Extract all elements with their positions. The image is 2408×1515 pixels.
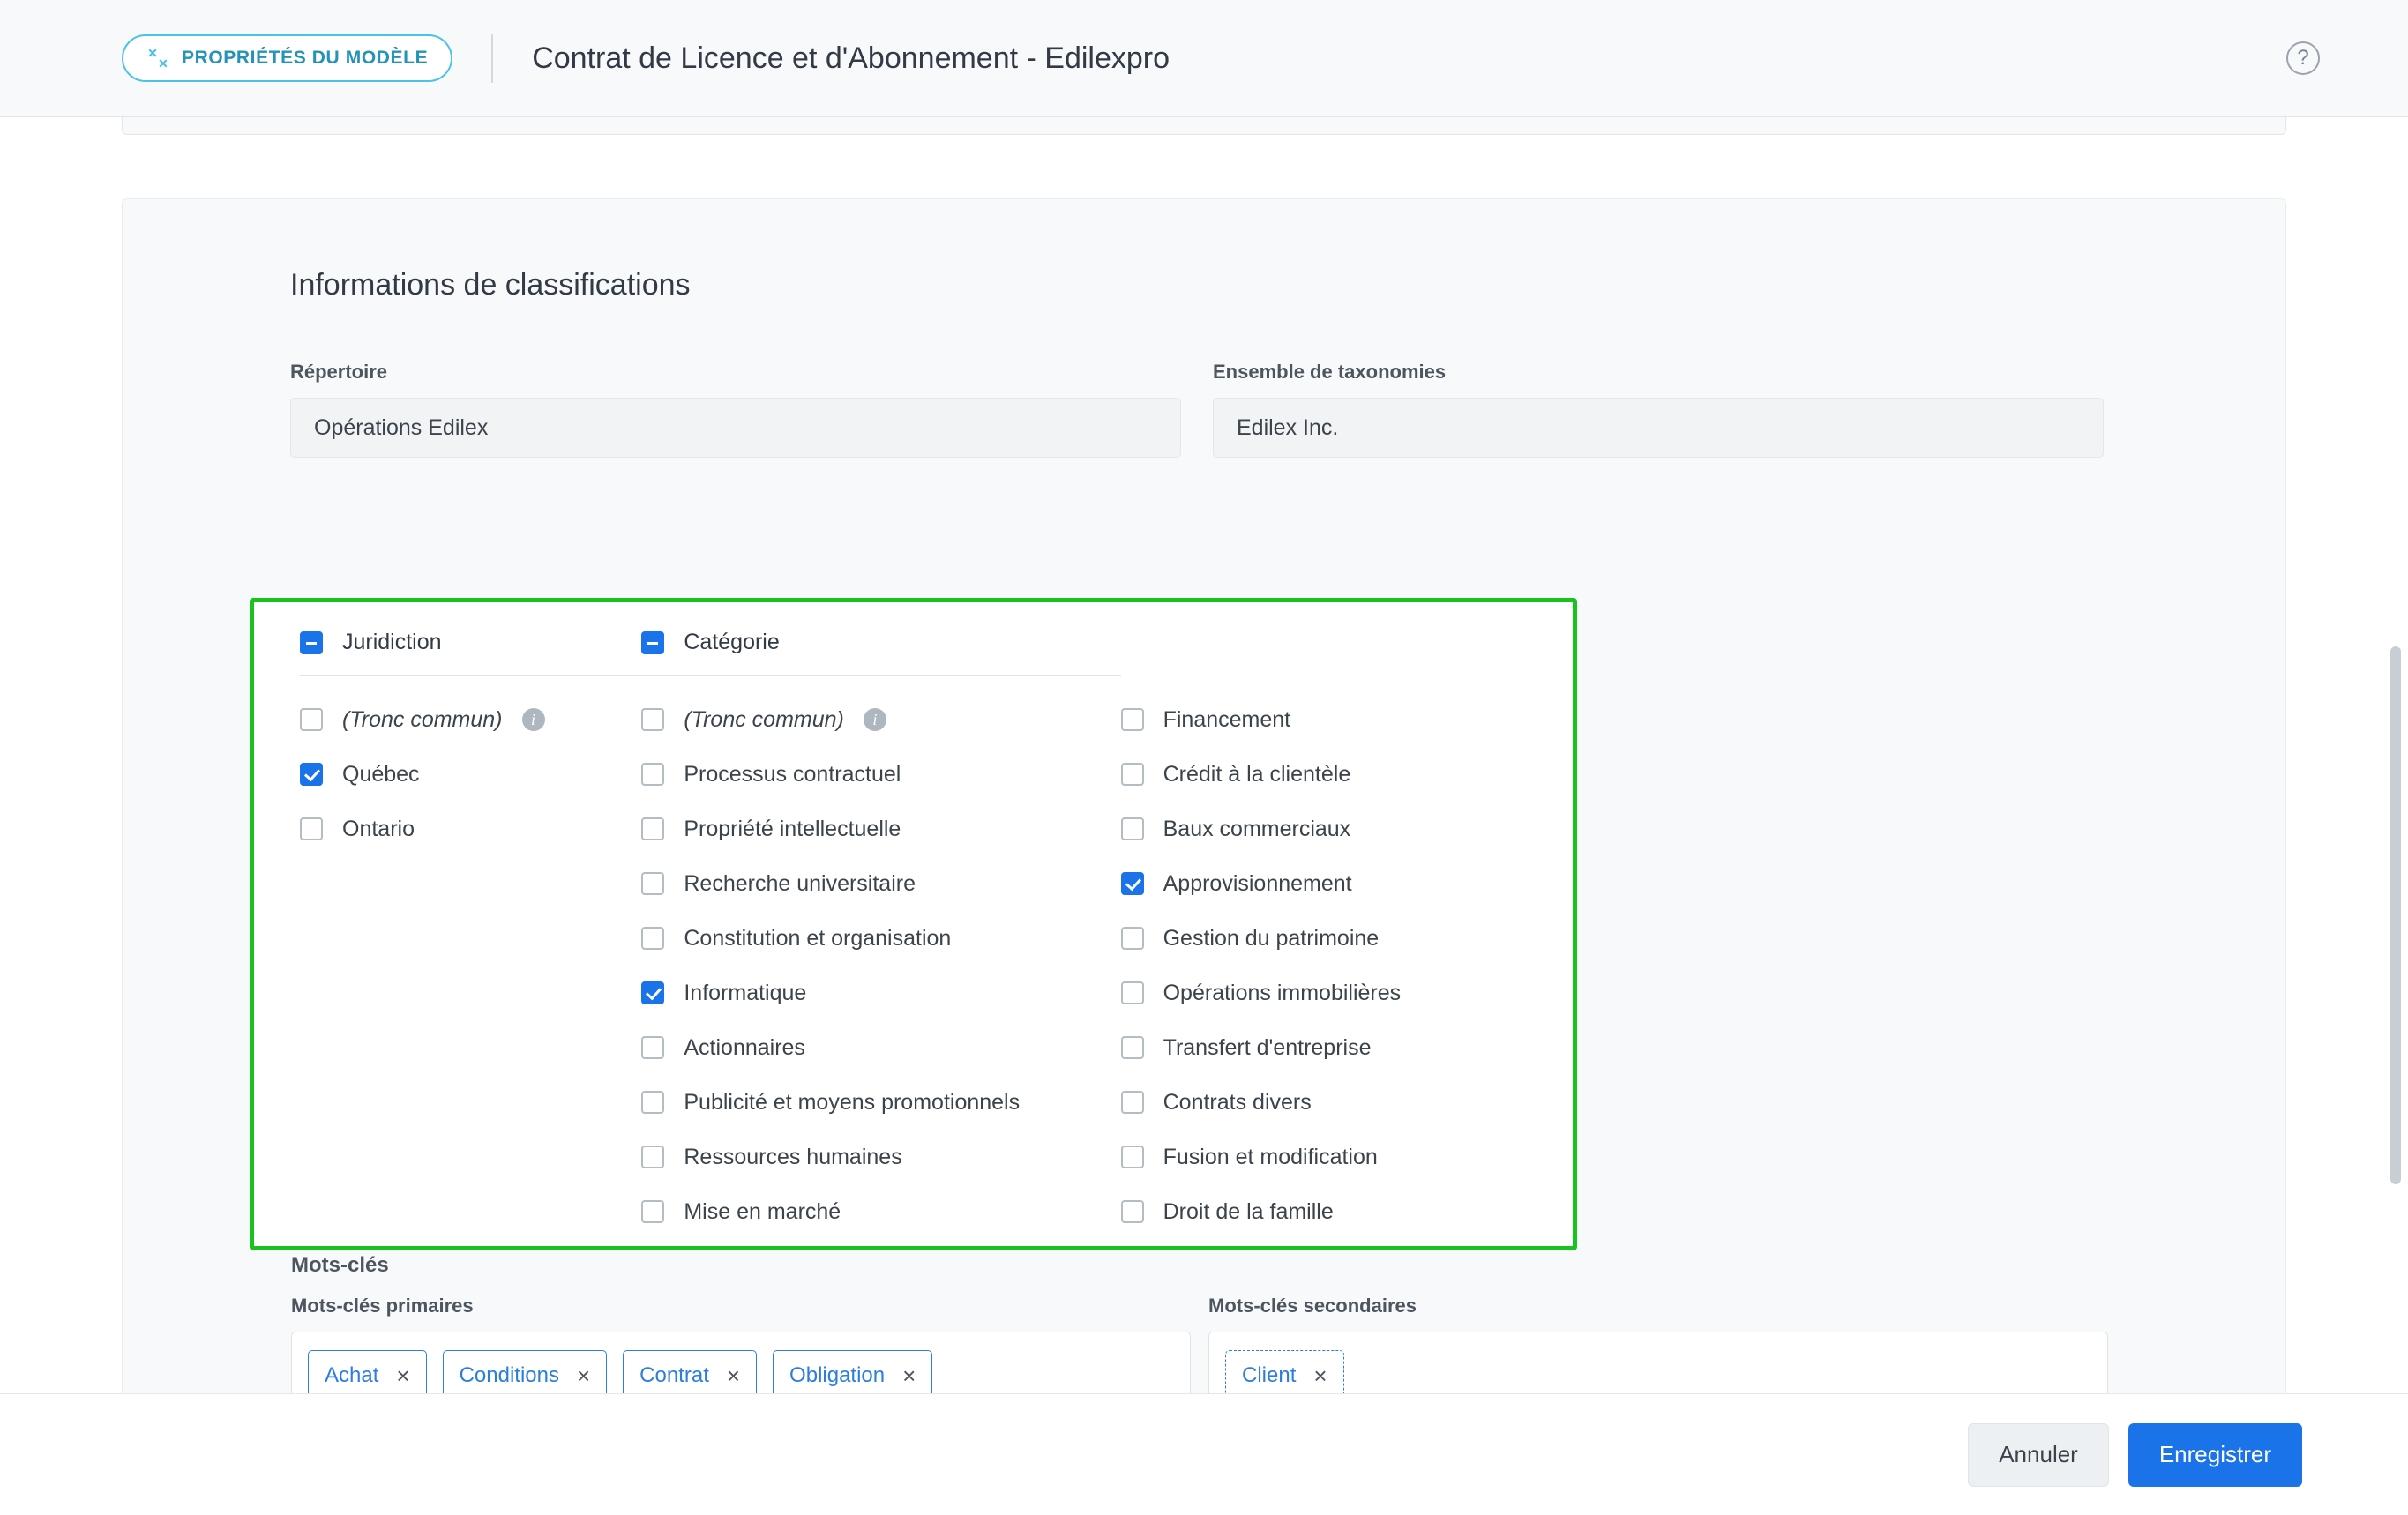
option-label: Ontario <box>342 816 415 841</box>
help-icon[interactable]: ? <box>2286 41 2320 75</box>
checkbox-actionnaires[interactable] <box>641 1036 664 1059</box>
checkbox-ressources-humaines[interactable] <box>641 1146 664 1168</box>
jurisdiction-title: Juridiction <box>342 630 442 654</box>
secondary-keywords-label: Mots-clés secondaires <box>1208 1295 1417 1317</box>
option-label: Contrats divers <box>1163 1089 1312 1115</box>
option-label: (Tronc commun) <box>342 706 503 732</box>
category-select-all-checkbox[interactable] <box>641 631 664 654</box>
info-icon[interactable]: i <box>864 708 886 731</box>
option-label: Baux commerciaux <box>1163 816 1351 841</box>
checkbox-financement[interactable] <box>1121 708 1144 731</box>
checkbox-processus-contractuel[interactable] <box>641 763 664 786</box>
list-item[interactable] <box>641 1075 1120 1130</box>
cancel-button[interactable]: Annuler <box>1968 1423 2109 1487</box>
taxonomy-columns <box>300 625 1537 1239</box>
option-label: Ressources humaines <box>684 1144 902 1169</box>
page-title: Informations de classifications <box>290 268 691 302</box>
previous-section-card <box>122 117 2286 135</box>
option-label: Québec <box>342 761 420 787</box>
option-label: Actionnaires <box>684 1034 805 1060</box>
checkbox-ontario[interactable] <box>300 817 323 840</box>
option-label: Droit de la famille <box>1163 1198 1334 1224</box>
template-properties-badge[interactable] <box>122 34 452 82</box>
category-column-2 <box>1121 625 1537 1239</box>
field-repertoire-input[interactable]: Opérations Edilex <box>290 398 1181 458</box>
option-label: Recherche universitaire <box>684 870 916 896</box>
checkbox-fusion-modification[interactable] <box>1121 1146 1144 1168</box>
keywords-title: Mots-clés <box>291 1253 389 1277</box>
option-label: Gestion du patrimoine <box>1163 925 1380 951</box>
option-label: Processus contractuel <box>684 761 901 787</box>
field-taxonomy-set-label: Ensemble de taxonomies <box>1213 361 1447 383</box>
list-item[interactable] <box>1121 747 1537 802</box>
checkbox-quebec[interactable] <box>300 763 323 786</box>
list-item[interactable] <box>641 1020 1120 1075</box>
list-item[interactable] <box>1121 911 1537 966</box>
checkbox-informatique[interactable] <box>641 981 664 1004</box>
checkbox-recherche-universitaire[interactable] <box>641 872 664 895</box>
checkbox-transfert-entreprise[interactable] <box>1121 1036 1144 1059</box>
option-label: Informatique <box>684 980 807 1005</box>
option-label: Financement <box>1163 706 1291 732</box>
field-repertoire-label: Répertoire <box>290 361 388 383</box>
list-item[interactable] <box>1121 966 1537 1020</box>
list-item[interactable] <box>1121 1130 1537 1184</box>
vertical-scrollbar[interactable] <box>2390 646 2401 1184</box>
header-divider <box>491 34 493 83</box>
checkbox-tronc-commun-cat[interactable] <box>641 708 664 731</box>
list-item[interactable] <box>1121 1075 1537 1130</box>
checkbox-approvisionnement[interactable] <box>1121 872 1144 895</box>
list-item[interactable] <box>300 802 641 856</box>
checkbox-baux-commerciaux[interactable] <box>1121 817 1144 840</box>
option-label: Propriété intellectuelle <box>684 816 901 841</box>
list-item[interactable] <box>1121 802 1537 856</box>
category-column-2-spacer <box>1121 625 1537 676</box>
checkbox-mise-en-marche[interactable] <box>641 1200 664 1223</box>
field-taxonomy-set <box>1213 361 2104 458</box>
list-item[interactable] <box>641 856 1120 911</box>
remove-icon[interactable]: × <box>396 1362 410 1389</box>
list-item[interactable] <box>1121 692 1537 747</box>
keyword-chip-label: Client <box>1242 1363 1297 1387</box>
category-column-1 <box>641 625 1120 1239</box>
keyword-chip-label: Obligation <box>789 1363 886 1387</box>
list-item[interactable] <box>641 966 1120 1020</box>
option-label: Opérations immobilières <box>1163 980 1402 1005</box>
list-item[interactable] <box>1121 1184 1537 1239</box>
list-item[interactable] <box>641 802 1120 856</box>
checkbox-droit-famille[interactable] <box>1121 1200 1144 1223</box>
checkbox-constitution-organisation[interactable] <box>641 927 664 950</box>
app-header <box>0 0 2408 117</box>
checkbox-credit-clientele[interactable] <box>1121 763 1144 786</box>
list-item[interactable] <box>1121 1020 1537 1075</box>
tools-icon <box>146 47 169 70</box>
badge-label: PROPRIÉTÉS DU MODÈLE <box>182 48 429 68</box>
taxonomy-selector-highlight <box>250 598 1577 1250</box>
list-item[interactable] <box>641 911 1120 966</box>
remove-icon[interactable]: × <box>902 1362 916 1389</box>
primary-keywords-label: Mots-clés primaires <box>291 1295 474 1317</box>
keyword-chip-label: Achat <box>325 1363 379 1387</box>
field-repertoire <box>290 361 1181 458</box>
option-label: Approvisionnement <box>1163 870 1352 896</box>
option-label: Transfert d'entreprise <box>1163 1034 1372 1060</box>
checkbox-propriete-intellectuelle[interactable] <box>641 817 664 840</box>
save-button[interactable]: Enregistrer <box>2128 1423 2302 1487</box>
option-label: Crédit à la clientèle <box>1163 761 1351 787</box>
category-header <box>641 625 1120 676</box>
checkbox-contrats-divers[interactable] <box>1121 1091 1144 1114</box>
keyword-chip-label: Conditions <box>459 1363 559 1387</box>
list-item[interactable] <box>300 747 641 802</box>
remove-icon[interactable]: × <box>1313 1362 1327 1389</box>
checkbox-tronc-commun-jur[interactable] <box>300 708 323 731</box>
remove-icon[interactable]: × <box>576 1362 591 1389</box>
jurisdiction-header <box>300 625 641 676</box>
jurisdiction-select-all-checkbox[interactable] <box>300 631 323 654</box>
list-item[interactable] <box>1121 856 1537 911</box>
checkbox-gestion-patrimoine[interactable] <box>1121 927 1144 950</box>
remove-icon[interactable]: × <box>726 1362 741 1389</box>
category-title: Catégorie <box>684 630 780 654</box>
classification-fields <box>123 302 2285 458</box>
keyword-chip-label: Contrat <box>639 1363 709 1387</box>
list-item[interactable] <box>641 747 1120 802</box>
option-label: Mise en marché <box>684 1198 841 1224</box>
info-icon[interactable]: i <box>522 708 545 731</box>
option-label: (Tronc commun) <box>684 706 844 732</box>
jurisdiction-column <box>300 625 641 1239</box>
list-item[interactable] <box>300 692 641 747</box>
option-label: Fusion et modification <box>1163 1144 1378 1169</box>
list-item[interactable] <box>641 692 1120 747</box>
list-item[interactable] <box>641 1130 1120 1184</box>
list-item[interactable] <box>641 1184 1120 1239</box>
document-title: Contrat de Licence et d'Abonnement - Edilexpro <box>532 41 1170 75</box>
field-taxonomy-set-input[interactable]: Edilex Inc. <box>1213 398 2104 458</box>
option-label: Publicité et moyens promotionnels <box>684 1089 1021 1115</box>
checkbox-operations-immobilieres[interactable] <box>1121 981 1144 1004</box>
option-label: Constitution et organisation <box>684 925 952 951</box>
page-body <box>0 117 2408 1515</box>
footer-actions <box>0 1393 2408 1515</box>
checkbox-publicite-moyens-promotionnels[interactable] <box>641 1091 664 1114</box>
